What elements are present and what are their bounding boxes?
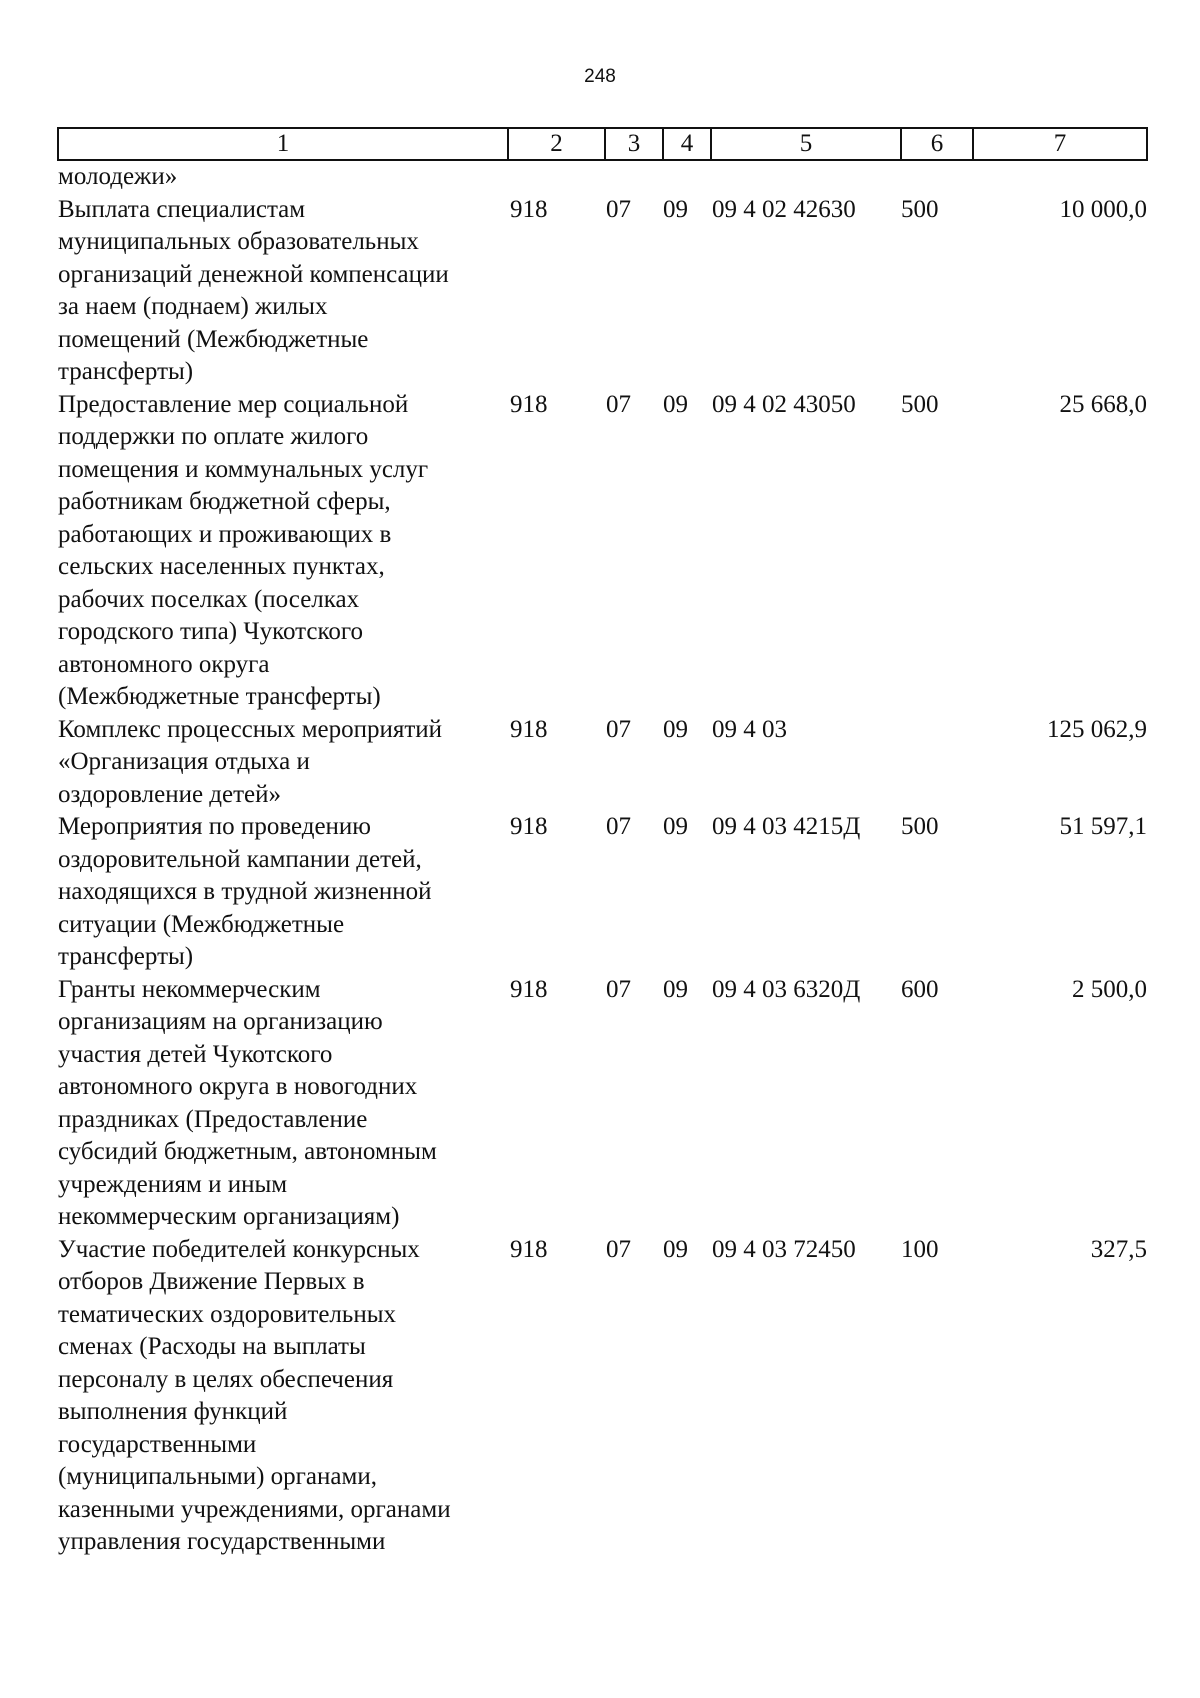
- table-row: [58, 811, 1147, 974]
- description-line: праздниках (Предоставление: [58, 1105, 368, 1133]
- description-line: за наем (поднаем) жилых: [58, 293, 328, 320]
- header-col-3: 3: [605, 128, 663, 160]
- target-article-code: [711, 160, 901, 194]
- description-line: выполнения функций: [58, 1398, 288, 1425]
- description-line: Мероприятия по проведению: [58, 813, 371, 840]
- subsection-code: 09: [663, 195, 688, 223]
- table-row: [58, 389, 1147, 714]
- amount: 125 062,9: [1047, 715, 1147, 743]
- description-line: Предоставление мер социальной: [58, 390, 409, 418]
- description-line: участия детей Чукотского: [58, 1040, 333, 1068]
- row-description: [58, 1234, 508, 1559]
- expense-type-code: [901, 714, 973, 812]
- description-line: некоммерческим организациям): [58, 1203, 400, 1230]
- description-line: тематических оздоровительных: [58, 1300, 396, 1328]
- description-line: помещений (Межбюджетные: [58, 325, 369, 353]
- description-line: отборов Движение Первых в: [58, 1268, 365, 1295]
- description-line: управления государственными: [58, 1528, 386, 1555]
- subsection-code: 09: [663, 975, 688, 1003]
- description-line: муниципальных образовательных: [58, 228, 419, 255]
- header-col-1: 1: [58, 128, 508, 160]
- target-article-code: 09 4 03 6320Д: [712, 975, 861, 1003]
- expense-type-code: 500: [901, 813, 939, 840]
- description-line: (Межбюджетные трансферты): [58, 683, 381, 710]
- description-line: субсидий бюджетным, автономным: [58, 1138, 437, 1165]
- section-code: [605, 160, 663, 194]
- description-line: организаций денежной компенсации: [58, 260, 449, 288]
- target-article-code: 09 4 02 42630: [712, 195, 856, 223]
- admin-code: 918: [510, 975, 548, 1003]
- description-line: ситуации (Межбюджетные: [58, 910, 345, 938]
- header-col-6: 6: [901, 128, 973, 160]
- section-code: 07: [606, 813, 631, 840]
- expense-type-code: 500: [901, 195, 939, 223]
- section-code: 07: [606, 715, 631, 743]
- table-row: [58, 974, 1147, 1234]
- expense-type-code: 100: [901, 1235, 939, 1263]
- expense-type-code: 500: [901, 390, 939, 418]
- section-code: 07: [606, 195, 631, 223]
- description-line: Выплата специалистам: [58, 195, 306, 223]
- header-col-4: 4: [663, 128, 711, 160]
- row-description: [58, 160, 508, 194]
- description-line: рабочих поселках (поселках: [58, 585, 360, 613]
- section-code: 07: [606, 390, 631, 418]
- amount: 25 668,0: [1059, 390, 1147, 418]
- description-line: учреждениям и иным: [58, 1170, 288, 1198]
- row-description: [58, 194, 508, 389]
- admin-code: 918: [510, 195, 548, 223]
- expense-type-code: [901, 160, 973, 194]
- amount: [973, 160, 1147, 194]
- description-line: поддержки по оплате жилого: [58, 423, 369, 450]
- description-line: городского типа) Чукотского: [58, 618, 363, 645]
- amount: 2 500,0: [1072, 975, 1147, 1003]
- description-line: Комплекс процессных мероприятий: [58, 715, 443, 743]
- target-article-code: 09 4 03 4215Д: [712, 813, 861, 840]
- header-col-2: 2: [508, 128, 605, 160]
- description-line: работникам бюджетной сферы,: [58, 488, 391, 515]
- description-line: автономного округа в новогодних: [58, 1073, 418, 1100]
- row-description: [58, 974, 508, 1234]
- description-line: помещения и коммунальных услуг: [58, 455, 429, 483]
- description-line: молодежи»: [58, 163, 178, 190]
- amount: 51 597,1: [1059, 813, 1147, 840]
- target-article-code: 09 4 03: [712, 715, 787, 743]
- description-line: казенными учреждениями, органами: [58, 1495, 451, 1523]
- table-row: [58, 1234, 1147, 1559]
- description-line: сельских населенных пунктах,: [58, 553, 385, 580]
- description-line: трансферты): [58, 943, 194, 970]
- subsection-code: [663, 160, 711, 194]
- description-line: оздоровительной кампании детей,: [58, 845, 422, 873]
- description-line: находящихся в трудной жизненной: [58, 878, 432, 905]
- page-number: 248: [584, 66, 616, 87]
- target-article-code: 09 4 02 43050: [712, 390, 856, 418]
- row-description: [58, 811, 508, 974]
- amount: 10 000,0: [1059, 195, 1147, 223]
- row-description: [58, 714, 508, 812]
- description-line: оздоровление детей»: [58, 780, 282, 808]
- subsection-code: 09: [663, 390, 688, 418]
- table-body: [58, 160, 1147, 1559]
- admin-code: 918: [510, 390, 548, 418]
- expense-type-code: 600: [901, 975, 939, 1003]
- admin-code: [508, 160, 605, 194]
- description-line: сменах (Расходы на выплаты: [58, 1333, 366, 1360]
- table-header: [58, 128, 1147, 160]
- admin-code: 918: [510, 1235, 548, 1263]
- budget-table: [57, 127, 1148, 1559]
- description-line: «Организация отдыха и: [58, 748, 310, 775]
- description-line: организациям на организацию: [58, 1008, 383, 1035]
- subsection-code: 09: [663, 813, 688, 840]
- target-article-code: 09 4 03 72450: [712, 1235, 856, 1263]
- section-code: 07: [606, 975, 631, 1003]
- description-line: трансферты): [58, 358, 194, 385]
- subsection-code: 09: [663, 1235, 688, 1263]
- header-row: [58, 128, 1147, 160]
- section-code: 07: [606, 1235, 631, 1263]
- description-line: работающих и проживающих в: [58, 520, 392, 548]
- amount: 327,5: [1090, 1235, 1147, 1263]
- admin-code: 918: [510, 813, 548, 840]
- row-description: [58, 389, 508, 714]
- table-row: [58, 194, 1147, 389]
- header-col-5: 5: [711, 128, 901, 160]
- description-line: Гранты некоммерческим: [58, 975, 321, 1003]
- description-line: автономного округа: [58, 650, 270, 678]
- admin-code: 918: [510, 715, 548, 743]
- description-line: (муниципальными) органами,: [58, 1463, 377, 1490]
- description-line: Участие победителей конкурсных: [58, 1235, 420, 1263]
- description-line: государственными: [58, 1430, 257, 1458]
- subsection-code: 09: [663, 715, 688, 743]
- table-row: [58, 714, 1147, 812]
- header-col-7: 7: [973, 128, 1147, 160]
- table-row: [58, 160, 1147, 194]
- description-line: персоналу в целях обеспечения: [58, 1365, 394, 1393]
